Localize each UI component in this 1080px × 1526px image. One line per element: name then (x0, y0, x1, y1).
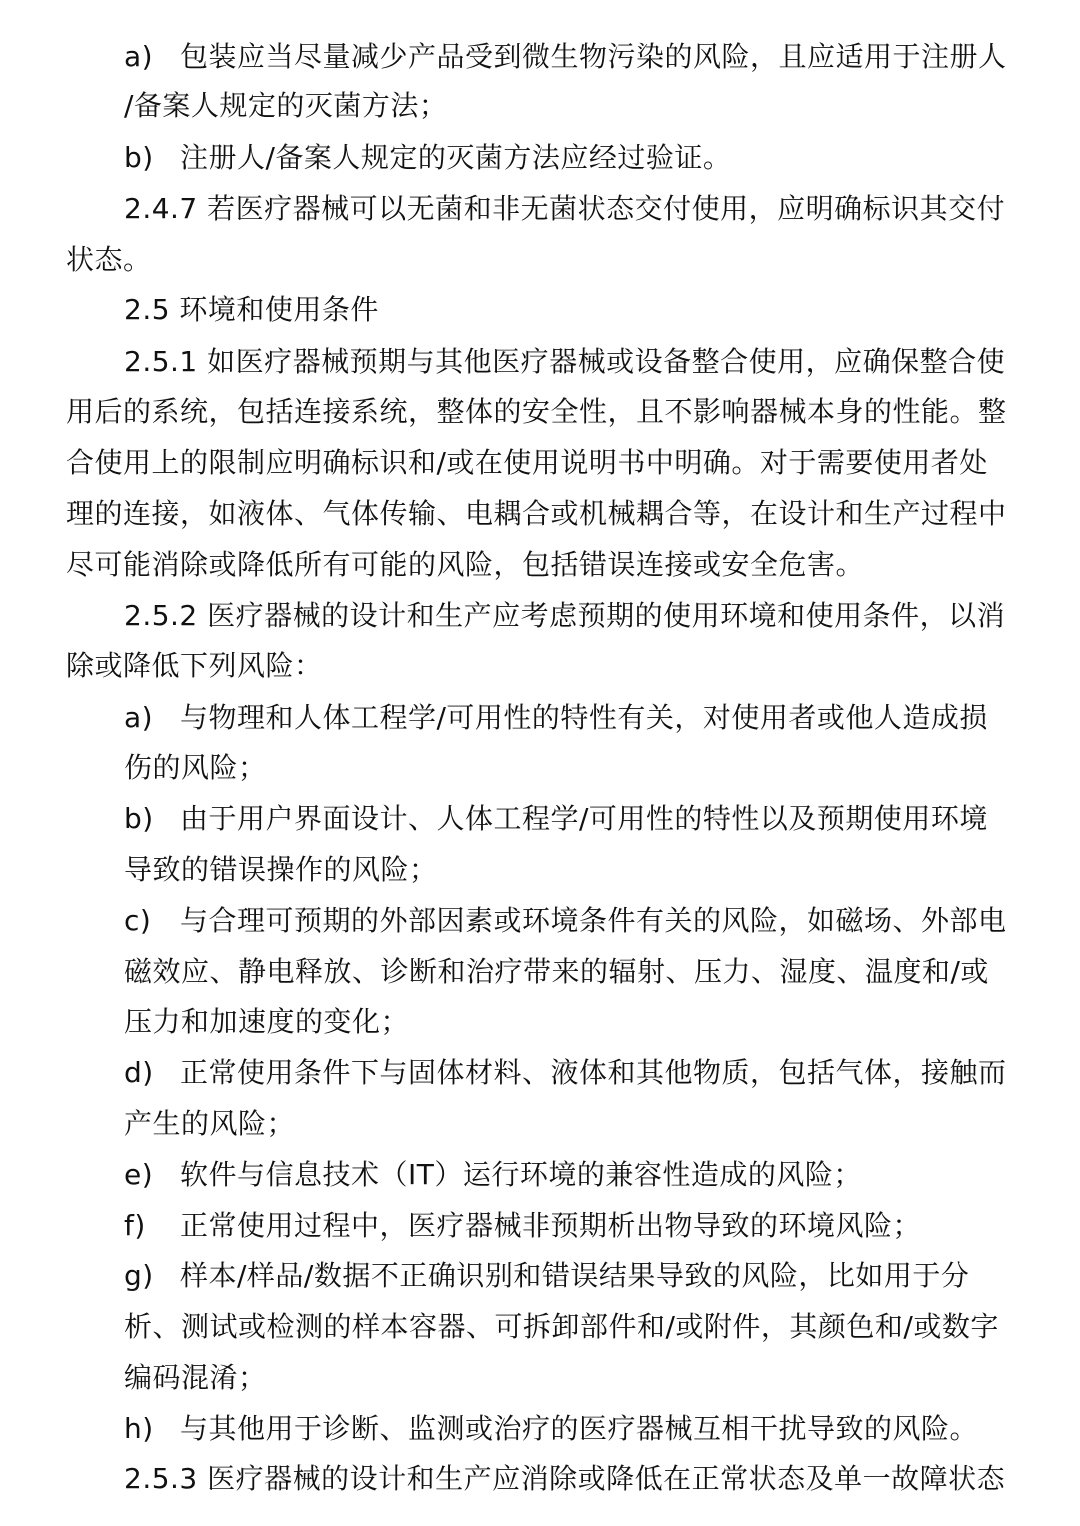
list-label: g) (124, 1259, 154, 1292)
text-line: /备案人规定的灭菌方法； (124, 89, 448, 122)
list-item-d (124, 1055, 1007, 1091)
list-label: a) (124, 701, 154, 734)
list-label: e) (124, 1158, 154, 1191)
list-item-b-1 (124, 140, 731, 176)
list-label: b) (124, 802, 154, 835)
list-label: c) (124, 904, 152, 937)
text-line: 样本/样品/数据不正确识别和错误结果导致的风险，比如用于分 (180, 1259, 970, 1292)
list-label: d) (124, 1056, 154, 1089)
list-item-a-2 (124, 700, 988, 736)
list-item-h (124, 1411, 978, 1447)
text-line: 由于用户界面设计、人体工程学/可用性的特性以及预期使用环境 (180, 802, 988, 835)
text-line: 用后的系统，包括连接系统，整体的安全性，且不影响器械本身的性能。整 (66, 395, 1007, 428)
clause-2-4-7: 2.4.7 若医疗器械可以无菌和非无菌状态交付使用，应明确标识其交付 (124, 192, 1006, 225)
text-line: 合使用上的限制应明确标识和/或在使用说明书中明确。对于需要使用者处 (66, 446, 988, 479)
list-label: h) (124, 1412, 154, 1445)
list-item-g (124, 1258, 969, 1294)
text-line: 与其他用于诊断、监测或治疗的医疗器械互相干扰导致的风险。 (180, 1412, 979, 1445)
text-line: 析、测试或检测的样本容器、可拆卸部件和/或附件，其颜色和/或数字 (124, 1310, 999, 1343)
text-line: 产生的风险； (124, 1107, 296, 1140)
text-line: 磁效应、静电释放、诊断和治疗带来的辐射、压力、湿度、温度和/或 (124, 955, 989, 988)
section-heading-2-5: 2.5 环境和使用条件 (124, 293, 379, 326)
text-line: 理的连接，如液体、气体传输、电耦合或机械耦合等，在设计和生产过程中 (66, 497, 1007, 530)
text-line: 编码混淆； (124, 1361, 267, 1394)
list-item-f (124, 1208, 921, 1244)
text-line: 与合理可预期的外部因素或环境条件有关的风险，如磁场、外部电 (180, 904, 1007, 937)
list-label: f) (124, 1209, 146, 1242)
text-line: 状态。 (66, 243, 152, 276)
text-line: 正常使用条件下与固体材料、液体和其他物质，包括气体，接触而 (180, 1056, 1007, 1089)
text-line: 除或降低下列风险： (66, 649, 323, 682)
text-line: 与物理和人体工程学/可用性的特性有关，对使用者或他人造成损 (180, 701, 988, 734)
text-line: 尽可能消除或降低所有可能的风险，包括错误连接或安全危害。 (66, 548, 865, 581)
list-item-b-2 (124, 801, 988, 837)
text-line: 软件与信息技术（IT）运行环境的兼容性造成的风险； (180, 1158, 862, 1191)
clause-2-5-1: 2.5.1 如医疗器械预期与其他医疗器械或设备整合使用，应确保整合使 (124, 345, 1006, 378)
list-label: a) (124, 40, 154, 73)
clause-2-5-2: 2.5.2 医疗器械的设计和生产应考虑预期的使用环境和使用条件，以消 (124, 599, 1006, 632)
list-item-a-1 (124, 39, 1007, 75)
text-line: 正常使用过程中，医疗器械非预期析出物导致的环境风险； (180, 1209, 922, 1242)
list-item-e (124, 1157, 862, 1193)
text-line: 注册人/备案人规定的灭菌方法应经过验证。 (180, 141, 732, 174)
list-label: b) (124, 141, 154, 174)
text-line: 包装应当尽量减少产品受到微生物污染的风险，且应适用于注册人 (180, 40, 1007, 73)
text-line: 导致的错误操作的风险； (124, 853, 438, 886)
clause-2-5-3: 2.5.3 医疗器械的设计和生产应消除或降低在正常状态及单一故障状态 (124, 1462, 1006, 1495)
text-line: 压力和加速度的变化； (124, 1005, 410, 1038)
list-item-c (124, 903, 1007, 939)
text-line: 伤的风险； (124, 751, 267, 784)
